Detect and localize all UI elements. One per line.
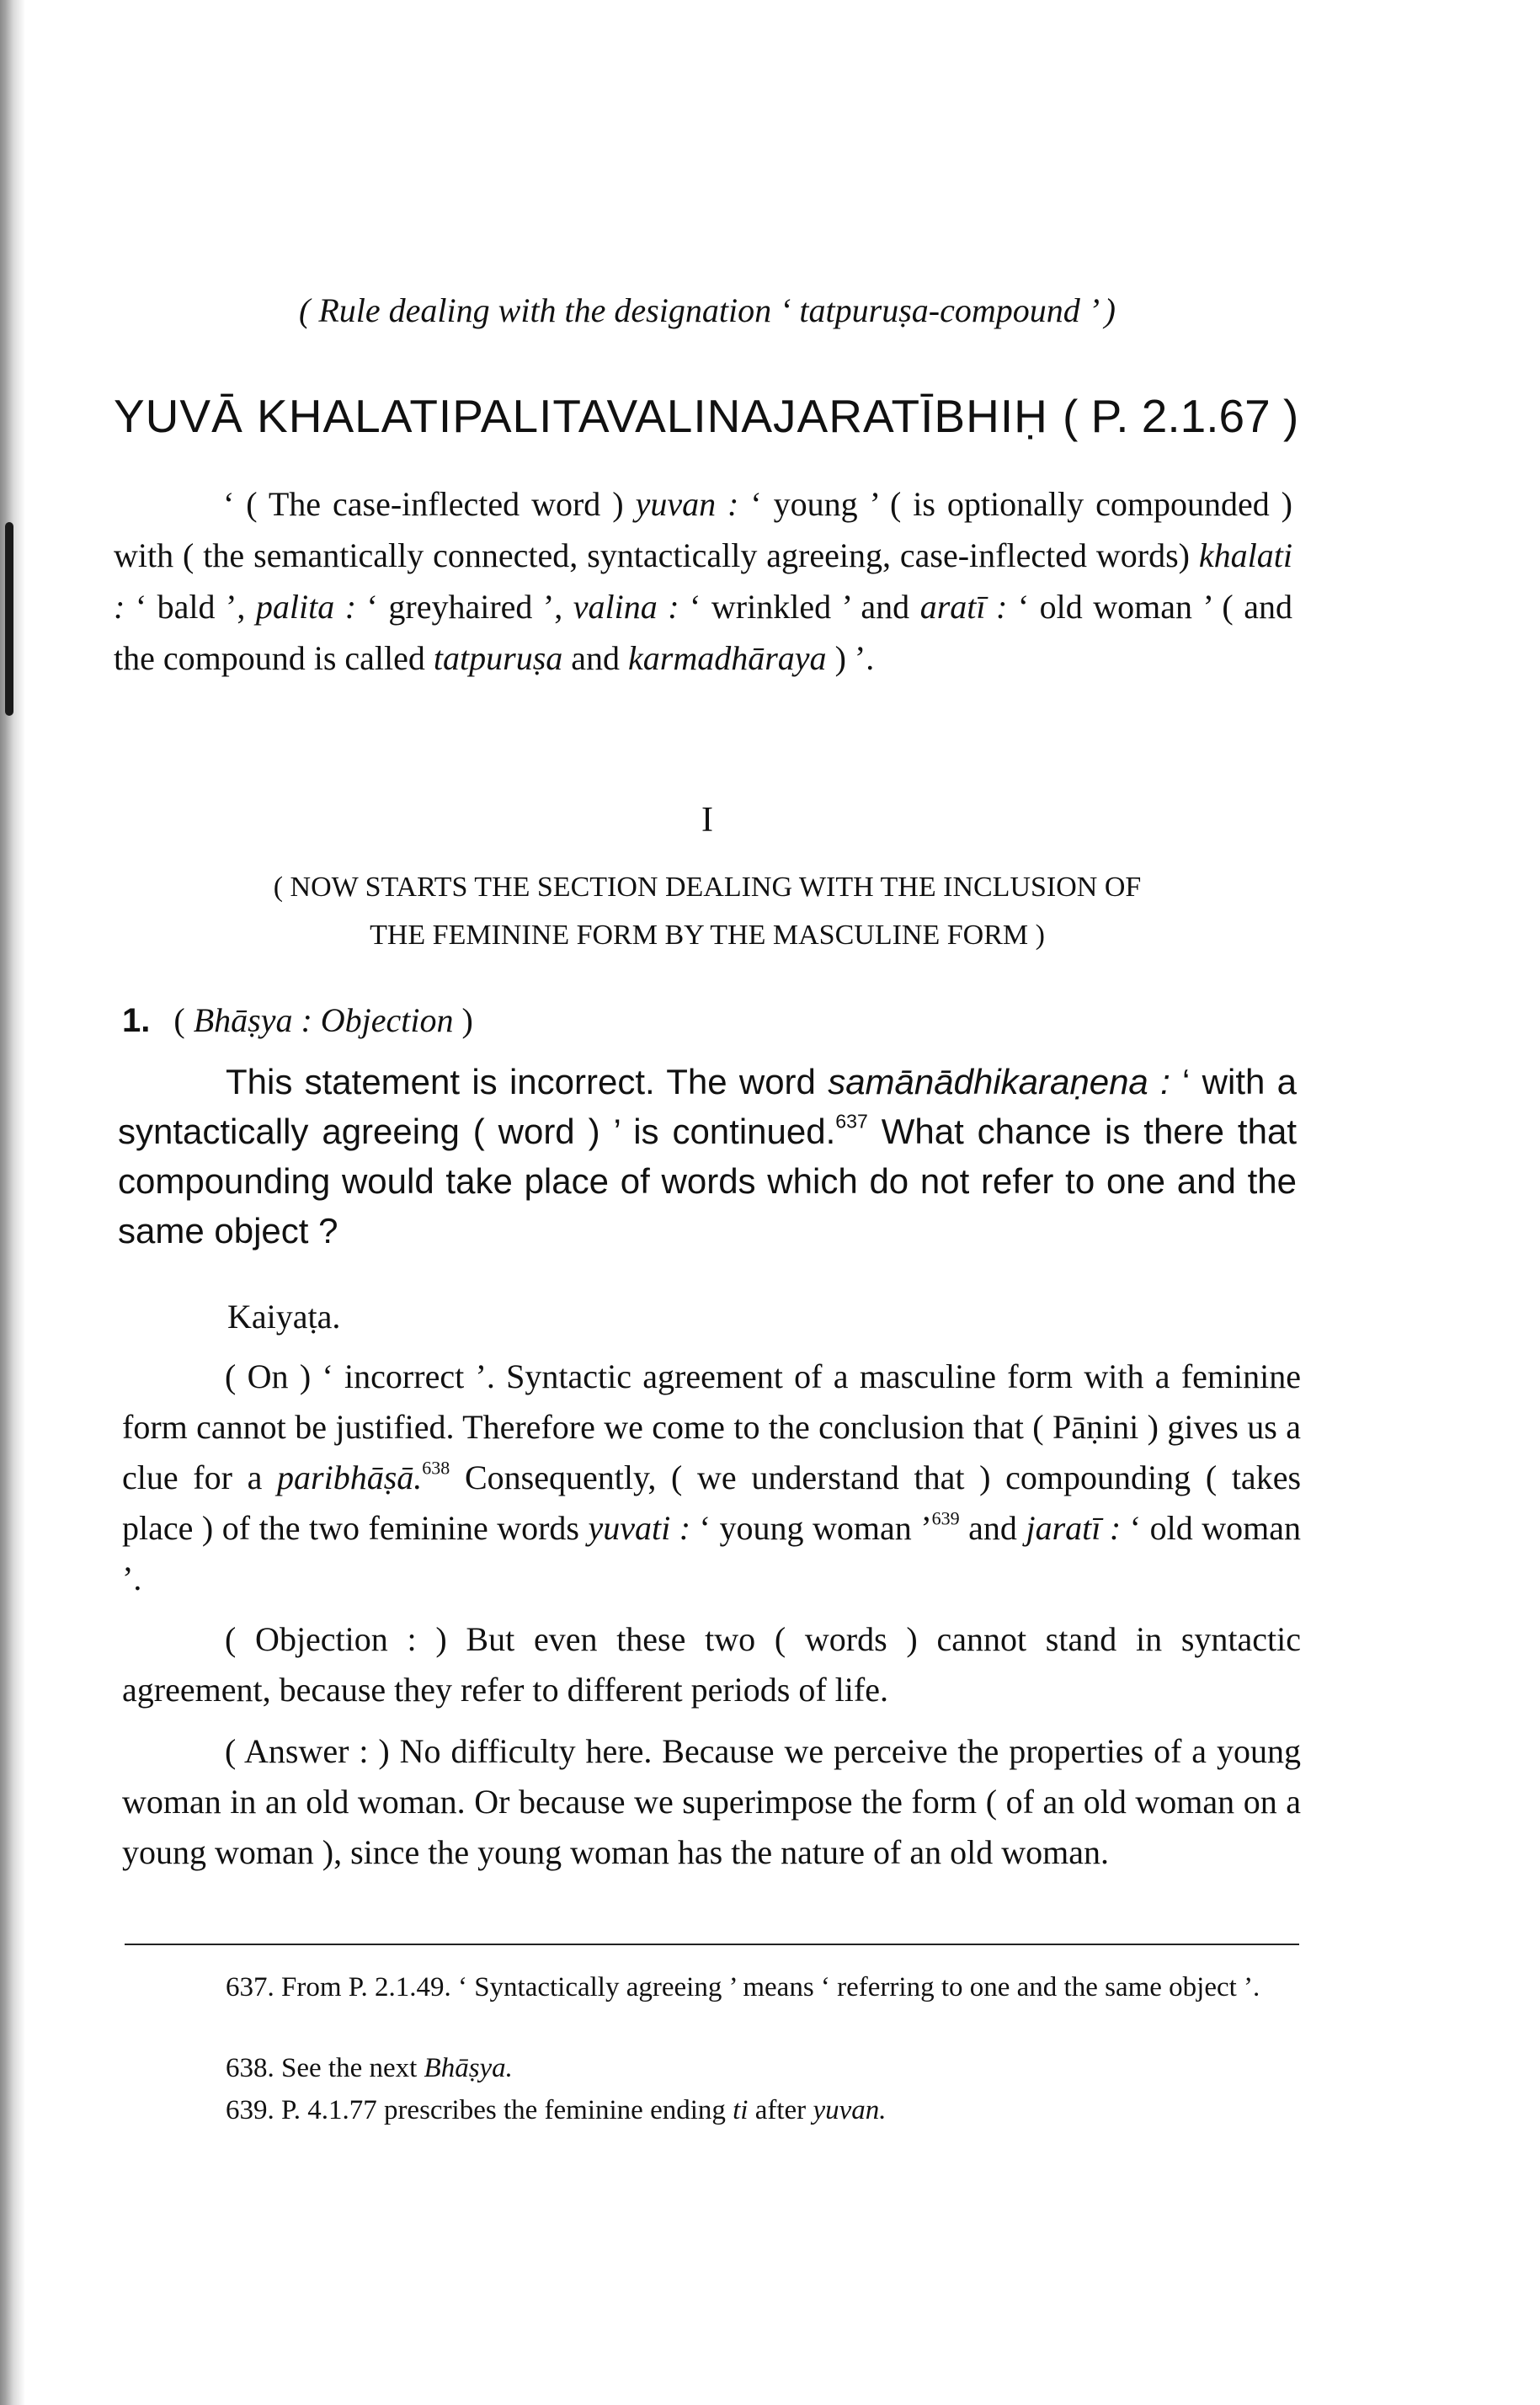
bhasya-text: This statement is incorrect. The word samānādhikaraṇena : ‘ with a syntactically agreeing ( word ) ’ is continued.$^{637}$ What chance is there that compounding would take place of words which do not refer to one and the same object ? xyxy=(118,1062,1297,1250)
kaiyata-heading: Kaiyaṭa. xyxy=(227,1298,341,1336)
footnote-ref-638: 638 xyxy=(422,1457,450,1479)
footnote-639: 639. P. 4.1.77 prescribes the feminine ending ti after yuvan. xyxy=(226,2095,887,2125)
kaiyata-paragraph-2: ( Objection : ) But even these two ( words ) cannot stand in syntactic agreement, because they refer to different periods of life. xyxy=(122,1620,1301,1709)
footnote-ref-637: 637 xyxy=(835,1110,868,1133)
sutra-reference: ( P. 2.1.67 ) xyxy=(1063,390,1299,442)
sutra-title: YUVĀ KHALATIPALITAVALINAJARATĪBHIḤ xyxy=(114,390,1048,442)
section-title xyxy=(202,863,1212,959)
kaiyata-paragraph-3: ( Answer : ) No difficulty here. Because we perceive the properties of a young woman in an old woman. Or because we superimpose the form ( of an old woman on a young woman ), since the young woman has the nature of an old woman. xyxy=(122,1732,1301,1871)
sutra-translation: ‘ ( The case-inflected word ) yuvan : ‘ young ’ ( is optionally compounded ) with ( the semantically connected, syntactically agreeing, case-inflected words) khalati : ‘ bald ’, palita : ‘ greyhaired ’, valina : ‘ wrinkled ’ and aratī : ‘ old woman ’ ( and the compound is called tatpuruṣa and karmadhāraya ) ’. xyxy=(114,485,1293,677)
rule-heading: ( Rule dealing with the designation ‘ tatpuruṣa-compound ’ ) xyxy=(299,291,1116,329)
footnote-638: 638. See the next Bhāṣya. xyxy=(226,2053,513,2083)
bhasya-heading-label: Bhāṣya : Objection xyxy=(193,1001,454,1039)
bhasya-heading: 1. ( Bhāṣya : Objection ) xyxy=(122,1001,473,1039)
section-number: I xyxy=(701,801,713,840)
bhasya-number: 1. xyxy=(122,1002,151,1039)
footnote-ref-639: 639 xyxy=(931,1507,960,1529)
footnote-637: 637. From P. 2.1.49. ‘ Syntactically agreeing ’ means ‘ referring to one and the same object ’. xyxy=(226,1972,1260,2002)
footnote-divider xyxy=(125,1944,1299,1945)
section-title-line-2: THE FEMININE FORM BY THE MASCULINE FORM ) xyxy=(370,920,1045,951)
section-title-line-1: ( NOW STARTS THE SECTION DEALING WITH THE INCLUSION OF xyxy=(273,872,1142,903)
kaiyata-paragraph-1: ( On ) ‘ incorrect ’. Syntactic agreement of a masculine form with a feminine form cannot be justified. Therefore we come to the conclusion that ( Pāṇini ) gives us a clue for a paribhāṣā.$^{638}$ Consequently, ( we understand that ) compounding ( takes place ) of the two feminine words yuvati : ‘ young woman ’$^{639}$ and jaratī : ‘ old woman ’. xyxy=(122,1357,1302,1597)
